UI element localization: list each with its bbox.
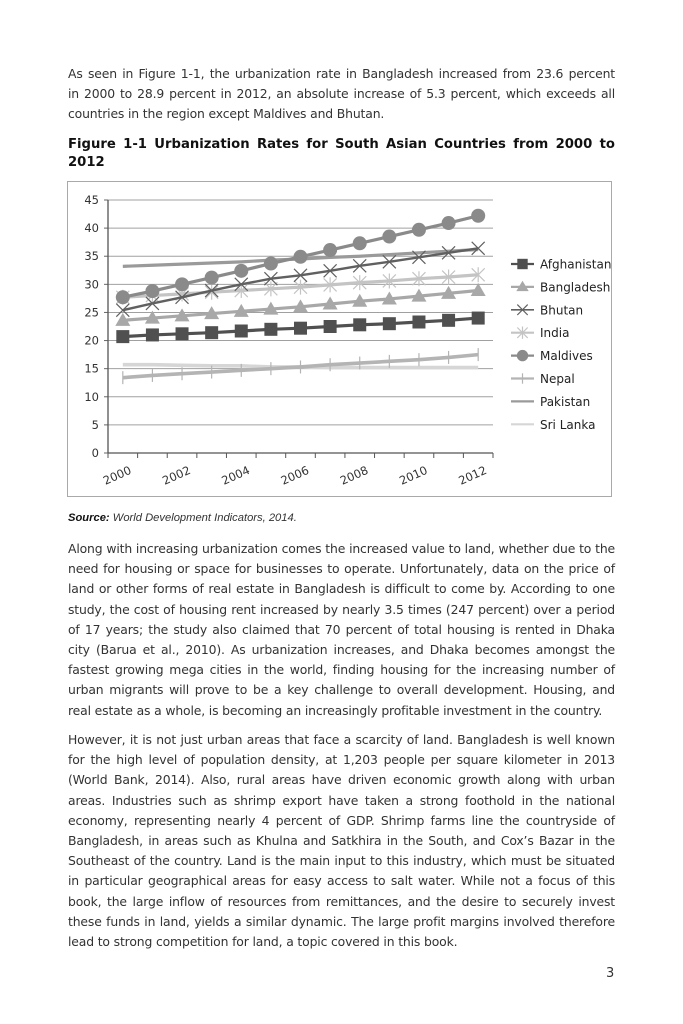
legend-label: Afghanistan	[540, 257, 612, 272]
legend-label: Bangladesh	[540, 280, 611, 295]
paragraph-line: for the high level of population density, at 1,203 people per square kilometer in 2013	[68, 752, 615, 768]
legend-item-sri-lanka	[511, 418, 595, 432]
intro-line: countries in the region except Maldives and Bhutan.	[68, 106, 385, 122]
legend-label: Sri Lanka	[540, 417, 596, 432]
paragraph-line: economy, representing nearly 4 percent of GDP. Shrimp farms line the countryside of	[68, 812, 615, 828]
x-tick-label: 2002	[160, 462, 193, 488]
y-tick-label: 20	[84, 333, 99, 348]
legend-item-bhutan	[511, 303, 583, 317]
legend-label: Pakistan	[540, 394, 591, 409]
legend-item-nepal	[511, 372, 575, 386]
intro-paragraph	[68, 64, 615, 125]
legend-item-pakistan	[511, 395, 590, 409]
line-chart-canvas	[68, 182, 613, 498]
paragraph-line: urban migrants will prove to be a key challenge to overall development. Housing, and	[68, 682, 615, 698]
paragraph-line: Bangladesh, in areas such as Khulna and Satkhira in the South, and Cox’s Bazar in the	[68, 832, 615, 848]
paragraph-line: city (Barua et al., 2010). As urbanization increases, and Dhaka becomes amongst the	[68, 641, 615, 657]
paragraph-line: book, the large inflow of resources from remittances, and the desire to securely invest	[68, 893, 615, 909]
paragraph-line: Southeast of the country. Land is the main input to this industry, which must be situated	[68, 853, 615, 869]
figure-title	[68, 136, 615, 172]
y-tick-label: 30	[84, 277, 99, 292]
source-text: World Development Indicators, 2014.	[109, 512, 297, 524]
body-paragraph-land-value	[68, 539, 615, 721]
x-tick-label: 2010	[397, 462, 430, 488]
paragraph-line: these funds in land, yields a similar dynamic. The large profit margins involved therefore	[68, 913, 615, 929]
y-tick-label: 10	[84, 389, 99, 404]
paragraph-line: in particular geographical areas for easy access to salt water. While not a focus of this	[68, 873, 615, 889]
legend-item-india	[511, 326, 569, 340]
paragraph-line: study, the cost of housing rent increased by nearly 3.5 times (247 percent) over a period	[68, 601, 615, 617]
y-tick-label: 35	[84, 249, 99, 264]
page-number: 3	[606, 966, 615, 981]
paragraph-line: areas. Industries such as shrimp export have taken a strong foothold in the national	[68, 792, 615, 808]
legend-item-maldives	[511, 349, 593, 363]
figure-title-line: Figure 1-1 Urbanization Rates for South Asian Countries from 2000 to	[68, 137, 615, 152]
figure-source	[68, 512, 297, 524]
figure-title-line: 2012	[68, 155, 105, 170]
paragraph-line: of 17 years; the study also claimed that 70 percent of total housing is rented in Dhaka	[68, 621, 615, 637]
paragraph-line: Along with increasing urbanization comes the increased value to land, whether due to the	[68, 541, 615, 556]
legend-label: Nepal	[540, 372, 575, 386]
legend-label: India	[540, 326, 570, 341]
legend-item-bangladesh	[511, 280, 610, 294]
paragraph-line: However, it is not just urban areas that face a scarcity of land. Bangladesh is well known	[68, 732, 615, 747]
x-tick-label: 2000	[100, 462, 134, 488]
x-tick-label: 2004	[219, 462, 252, 488]
x-tick-label: 2006	[278, 462, 312, 488]
paragraph-line: (World Bank, 2014). Also, rural areas have driven economic growth along with urban	[68, 772, 615, 788]
y-tick-label: 40	[84, 221, 99, 236]
y-tick-label: 45	[84, 193, 99, 207]
paragraph-line: need for housing or space for businesses to operate. Unfortunately, data on the price of	[68, 561, 615, 577]
paragraph-line: real estate as a whole, is becoming an increasingly profitable investment in the country.	[68, 702, 603, 718]
legend-label: Bhutan	[540, 303, 584, 318]
intro-line: in 2000 to 28.9 percent in 2012, an absolute increase of 5.3 percent, which exceeds all	[68, 86, 615, 102]
y-tick-label: 0	[91, 446, 99, 460]
x-tick-label: 2012	[456, 462, 489, 488]
y-tick-label: 15	[84, 361, 99, 376]
intro-line: As seen in Figure 1-1, the urbanization rate in Bangladesh increased from 23.6 percent	[68, 66, 615, 81]
body-paragraph-rural-land	[68, 730, 615, 952]
legend-label: Maldives	[540, 349, 593, 364]
paragraph-line: lead to strong competition for land, a topic covered in this book.	[68, 933, 458, 949]
y-tick-label: 25	[84, 305, 99, 320]
paragraph-line: land or other forms of real estate in Bangladesh is difficult to come by. According to one	[68, 581, 615, 597]
y-tick-label: 5	[91, 417, 99, 432]
paragraph-line: fastest growing mega cities in the world, finding housing for the increasing number of	[68, 662, 615, 678]
urbanization-chart	[67, 181, 612, 497]
source-label: Source:	[68, 512, 110, 524]
x-tick-label: 2008	[337, 462, 371, 488]
legend-item-afghanistan	[511, 258, 611, 272]
